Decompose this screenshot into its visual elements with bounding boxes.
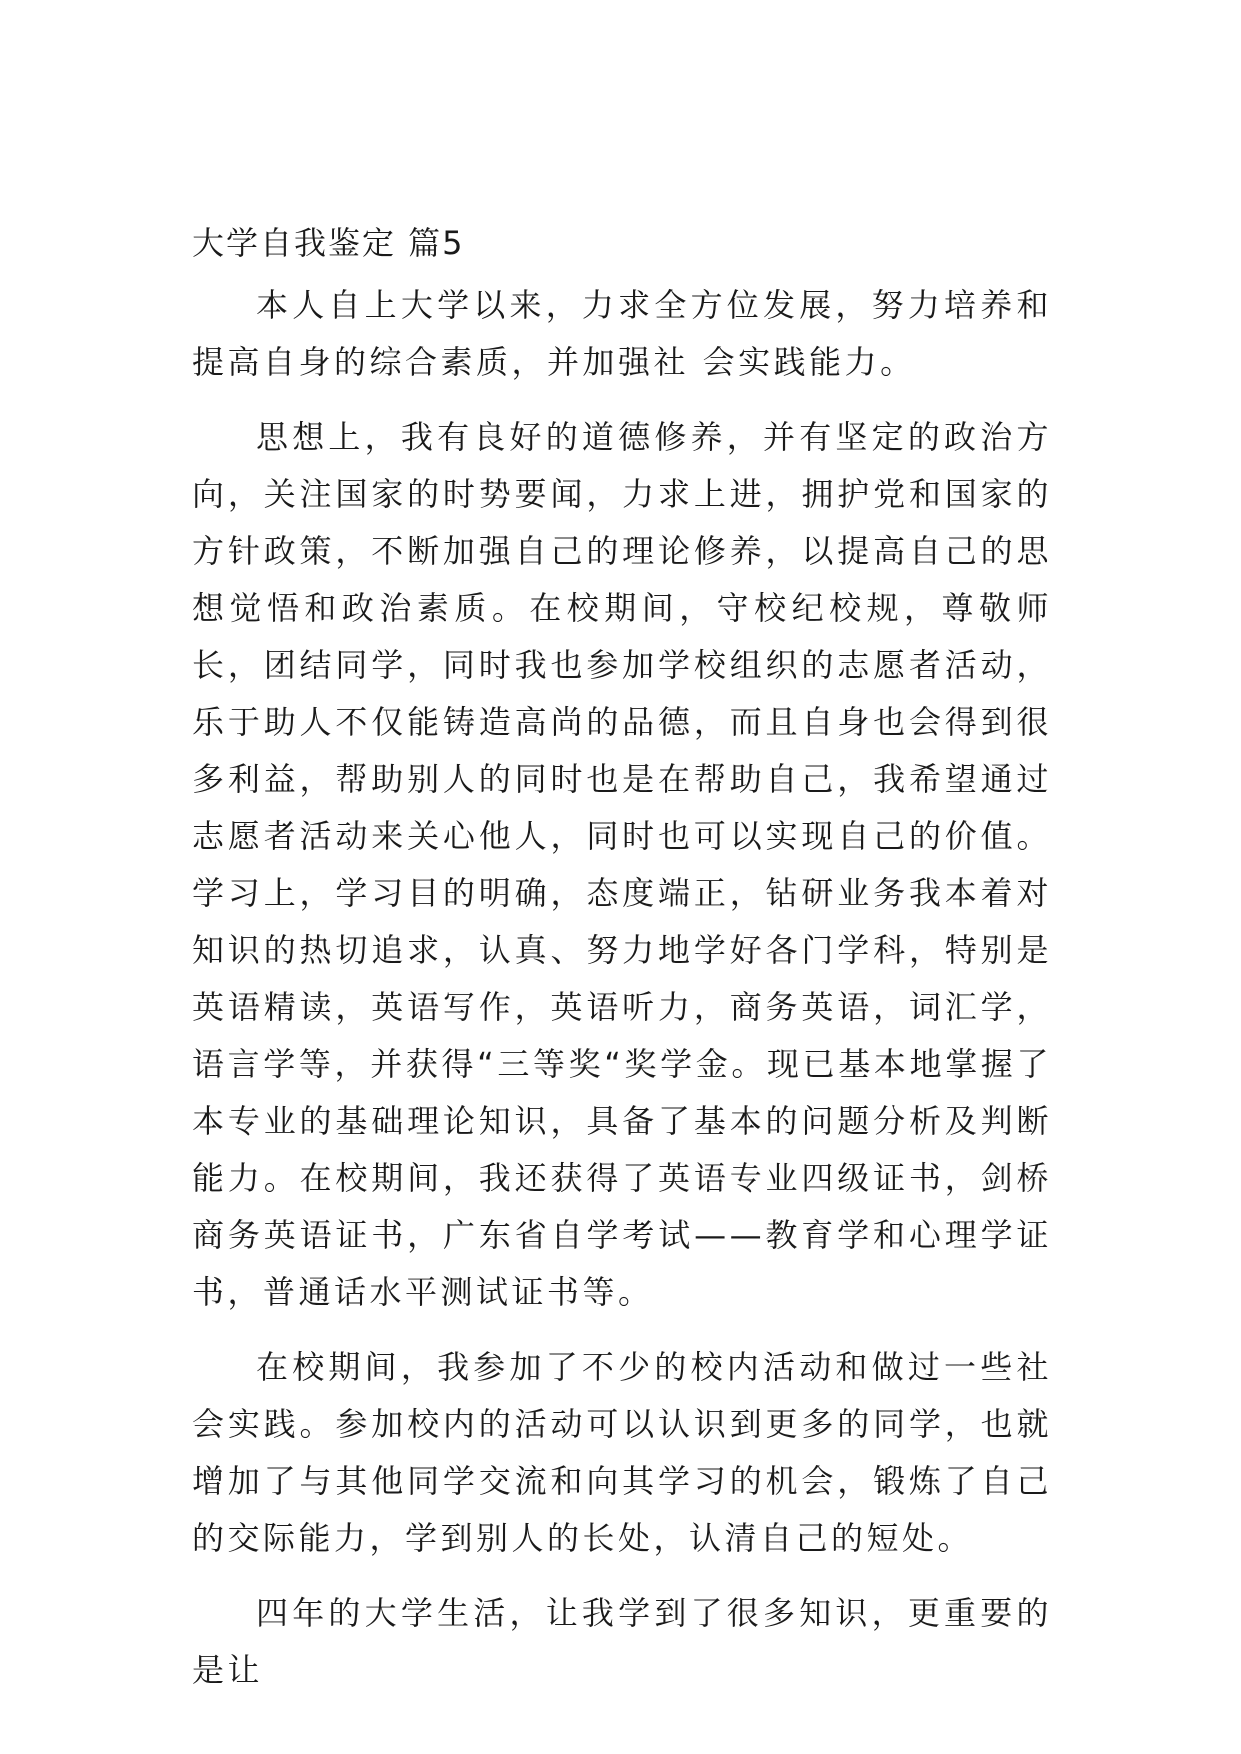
document-body (192, 218, 1052, 1717)
paragraph-campus-activities: 在校期间，我参加了不少的校内活动和做过一些社会实践。参加校内的活动可以认识到更多的同学，也就增加了与其他同学交流和向其学习的机会，锻炼了自己的交际能力，学到别人的长处，认清自己的短处。 (192, 1348, 1052, 1557)
paragraph-four-years: 四年的大学生活，让我学到了很多知识，更重要的是让 (192, 1594, 1052, 1689)
paragraph-thought-and-study: 思想上，我有良好的道德修养，并有坚定的政治方向，关注国家的时势要闻，力求上进，拥护党和国家的方针政策，不断加强自己的理论修养，以提高自己的思想觉悟和政治素质。在校期间，守校纪校规，尊敬师长，团结同学，同时我也参加学校组织的志愿者活动，乐于助人不仅能铸造高尚的品德，而且自身也会得到很多利益，帮助别人的同时也是在帮助自己，我希望通过志愿者活动来关心他人，同时也可以实现自己的价值。 学习上，学习目的明确，态度端正，钻研业务我本着对知识的热切追求，认真、努力地学好各门学科，特别是英语精读，英语写作，英语听力，商务英语，词汇学，语言学等，并获得“三等奖“奖学金。现已基本地掌握了本专业的基础理论知识，具备了基本的问题分析及判断能力。在校期间，我还获得了英语专业四级证书，剑桥商务英语证书，广东省自学考试——教育学和心理学证书，普通话水平测试证书等。 (192, 418, 1052, 1311)
document-title: 大学自我鉴定 篇5 (192, 224, 465, 262)
paragraph-intro: 本人自上大学以来，力求全方位发展，努力培养和提高自身的综合素质，并加强社 会实践能力。 (192, 286, 1052, 381)
